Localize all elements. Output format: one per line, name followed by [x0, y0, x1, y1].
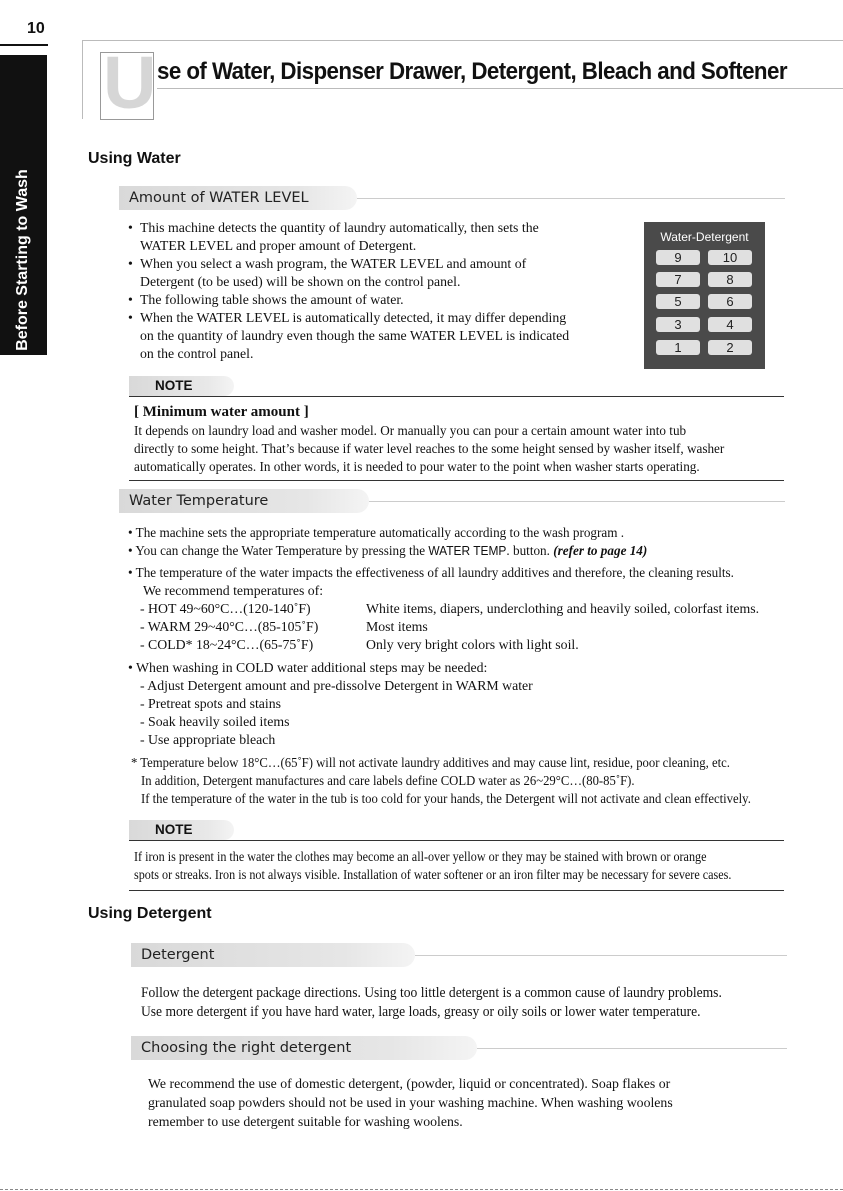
level-2-indicator: 2	[708, 340, 752, 355]
list-item: • When you select a wash program, the WATER LEVEL and amount of Detergent (to be used) will be shown on the control panel.	[128, 256, 527, 289]
list-item: • The following table shows the amount of water.	[128, 292, 404, 307]
water-temp-button-label: WATER TEMP	[428, 544, 507, 558]
label-rule	[415, 955, 787, 956]
note-rule-bottom	[129, 480, 784, 481]
level-7-indicator: 7	[656, 272, 700, 287]
label-rule	[357, 198, 785, 199]
detergent-line: Follow the detergent package directions. Using too little detergent is a common cause of laundry problems.	[141, 985, 722, 1001]
note-label: NOTE	[129, 820, 234, 840]
table-cell: Most items	[366, 619, 428, 634]
note-rule-top	[129, 396, 784, 397]
label-choosing-detergent: Choosing the right detergent	[131, 1036, 477, 1060]
table-row: - WARM 29~40°C…(85-105˚F)	[140, 619, 319, 634]
table-cell: Only very bright colors with light soil.	[366, 637, 579, 652]
choosing-line: remember to use detergent suitable for washing woolens.	[148, 1114, 463, 1129]
side-tab-label: Before Starting to Wash	[14, 169, 31, 351]
panel-title: Water-Detergent	[660, 230, 749, 244]
level-9-indicator: 9	[656, 250, 700, 265]
list-item: - Pretreat spots and stains	[140, 696, 282, 711]
note-rule-bottom	[129, 890, 784, 891]
list-item: - Use appropriate bleach	[140, 732, 276, 747]
temp-line: We recommend temperatures of:	[143, 583, 324, 598]
temperature-table	[140, 600, 790, 654]
title-underline	[157, 88, 843, 89]
section-heading-using-water: Using Water	[88, 150, 181, 167]
note-line: If iron is present in the water the clothes may become an all-over yellow or they may be stained with brown or orange	[134, 849, 707, 864]
section-heading-using-detergent: Using Detergent	[88, 905, 212, 922]
cold-intro: • When washing in COLD water additional steps may be needed:	[128, 660, 488, 675]
note-line: directly to some height. That’s because if water level reaches to the some height sensed by washer itself, washer	[134, 441, 725, 456]
label-water-level: Amount of WATER LEVEL	[119, 186, 357, 210]
temp-line: • You can change the Water Temperature by pressing the WATER TEMP. button. (refer to page 14)	[128, 543, 648, 558]
note-label: NOTE	[129, 376, 234, 396]
table-cell: White items, diapers, underclothing and heavily soiled, colorfast items.	[366, 601, 760, 616]
label-detergent: Detergent	[131, 943, 415, 967]
footnote-line: * Temperature below 18°C…(65˚F) will not activate laundry additives and may cause lint, residue, poor cleaning, etc.	[131, 755, 730, 770]
list-item: - Adjust Detergent amount and pre-dissolve Detergent in WARM water	[140, 678, 533, 693]
footnote-line: In addition, Detergent manufactures and care labels define COLD water as 26~29°C…(80-85˚F).	[141, 773, 635, 788]
page-title: se of Water, Dispenser Drawer, Detergent, Bleach and Softener	[157, 58, 787, 85]
title-initial-box	[100, 41, 157, 124]
choosing-line: granulated soap powders should not be used in your washing machine. When washing woolens	[148, 1095, 673, 1110]
footnote-line: If the temperature of the water in the tub is too cold for your hands, the Detergent will not activate and clean effectively.	[141, 791, 751, 806]
temp-line: • The machine sets the appropriate temperature automatically according to the wash program .	[128, 525, 625, 540]
note-line: spots or streaks. Iron is not always visible. Installation of water softener or an iron filter may be necessary for severe cases.	[134, 867, 732, 882]
level-1-indicator: 1	[656, 340, 700, 355]
level-8-indicator: 8	[708, 272, 752, 287]
level-4-indicator: 4	[708, 317, 752, 332]
page-bottom-rule	[0, 1189, 843, 1190]
level-3-indicator: 3	[656, 317, 700, 332]
label-rule	[369, 501, 785, 502]
level-5-indicator: 5	[656, 294, 700, 309]
page-number: 10	[27, 20, 45, 37]
list-item: • When the WATER LEVEL is automatically detected, it may differ depending on the quantity of laundry even though the same WATER LEVEL is indicated on the control panel.	[128, 310, 570, 361]
water-level-bullets	[128, 219, 628, 363]
detergent-line: Use more detergent if you have hard water, large loads, greasy or oily soils or lower water temperature.	[141, 1004, 701, 1020]
list-item: • This machine detects the quantity of laundry automatically, then sets the WATER LEVEL and proper amount of Detergent.	[128, 220, 539, 253]
table-row: - HOT 49~60°C…(120-140˚F)	[140, 601, 311, 616]
level-6-indicator: 6	[708, 294, 752, 309]
note-rule-top	[129, 840, 784, 841]
title-initial: U	[103, 41, 157, 124]
temp-line: • The temperature of the water impacts the effectiveness of all laundry additives and therefore, the cleaning results.	[128, 565, 734, 580]
page-reference: (refer to page 14)	[553, 543, 648, 558]
label-water-temperature: Water Temperature	[119, 489, 369, 513]
level-10-indicator: 10	[708, 250, 752, 265]
water-detergent-panel	[644, 222, 765, 369]
label-rule	[477, 1048, 787, 1049]
page-number-rule	[0, 44, 48, 46]
note-line: automatically operates. In other words, it is needed to pour water to the point when washer starts operating.	[134, 459, 700, 474]
choosing-line: We recommend the use of domestic detergent, (powder, liquid or concentrated). Soap flakes or	[148, 1076, 671, 1091]
list-item: - Soak heavily soiled items	[140, 714, 290, 729]
note-heading: [ Minimum water amount ]	[134, 404, 309, 420]
side-tab	[0, 55, 47, 355]
table-row: - COLD* 18~24°C…(65-75˚F)	[140, 637, 314, 652]
note-line: It depends on laundry load and washer model. Or manually you can pour a certain amount water into tub	[134, 423, 687, 438]
